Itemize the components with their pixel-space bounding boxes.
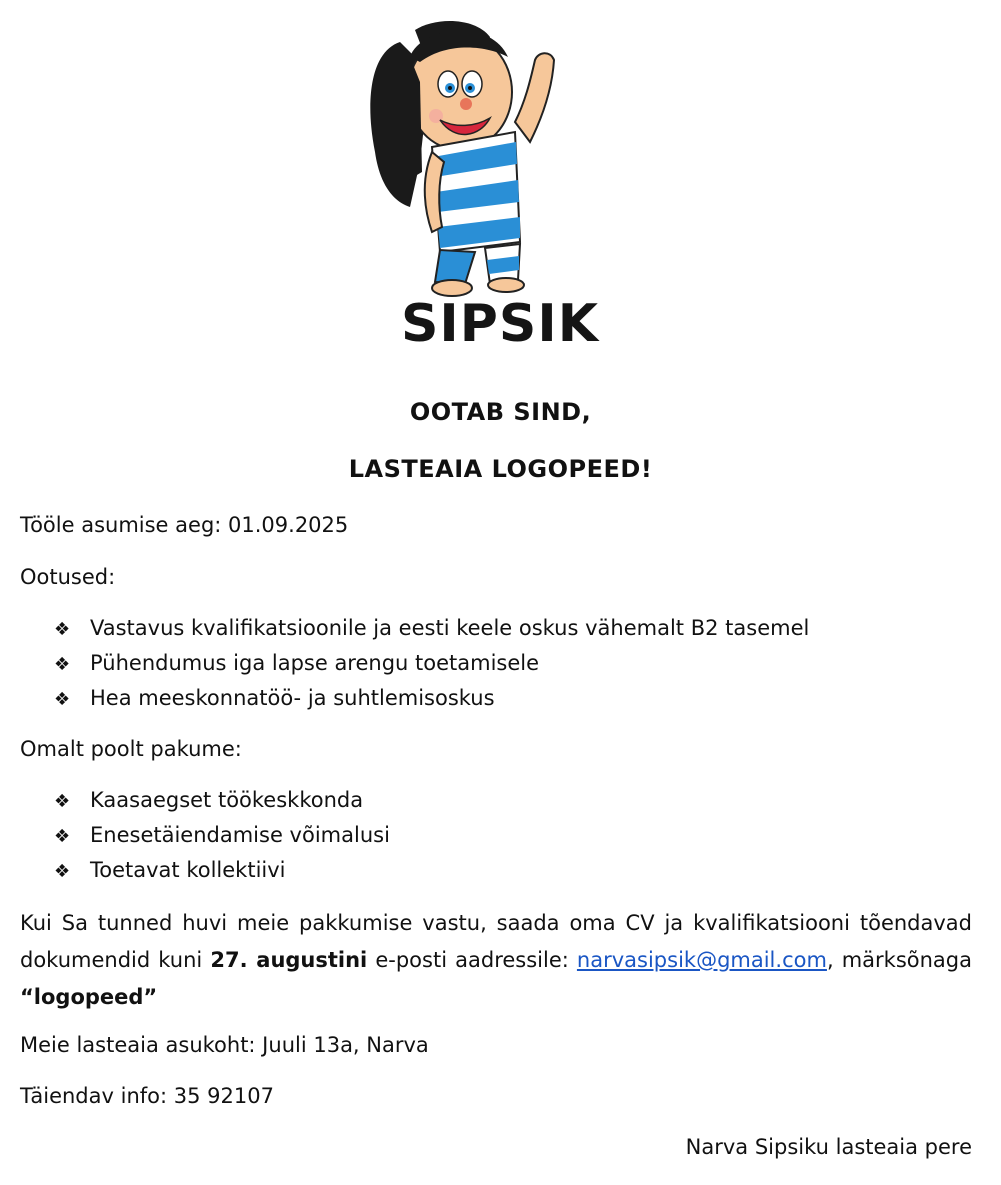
list-item <box>54 786 390 821</box>
signature: Narva Sipsiku lasteaia pere <box>685 1135 972 1159</box>
offers-list <box>54 786 390 891</box>
offers-title: Omalt poolt pakume: <box>20 737 242 761</box>
start-date: Tööle asumise aeg: 01.09.2025 <box>20 513 349 537</box>
heading-ootab-sind: OOTAB SIND, <box>409 398 592 426</box>
list-item <box>54 649 809 684</box>
expectations-title: Ootused: <box>20 565 116 589</box>
keyword: “logopeed” <box>20 985 158 1009</box>
application-text-after: , märksõnaga <box>826 948 972 972</box>
bullet-icon: ❖ <box>54 619 71 640</box>
bullet-icon: ❖ <box>54 791 71 812</box>
contact-info: Täiendav info: 35 92107 <box>20 1084 274 1108</box>
list-item-text: Hea meeskonnatöö- ja suhtlemisoskus <box>90 686 495 710</box>
email-link[interactable]: narvasipsik@gmail.com <box>576 948 827 972</box>
list-item-text: Kaasaegset töökeskkonda <box>90 788 364 812</box>
bullet-icon: ❖ <box>54 689 71 710</box>
list-item <box>54 821 390 856</box>
deadline: 27. augustini <box>210 948 368 972</box>
list-item-text: Toetavat kollektiivi <box>90 858 286 882</box>
list-item <box>54 684 809 719</box>
logo-text: SIPSIK <box>400 294 599 354</box>
application-text-middle: e-posti aadressile: <box>367 948 577 972</box>
bullet-icon: ❖ <box>54 654 71 675</box>
expectations-list <box>54 614 809 719</box>
application-paragraph <box>20 905 972 1016</box>
location: Meie lasteaia asukoht: Juuli 13a, Narva <box>20 1033 429 1057</box>
list-item-text: Pühendumus iga lapse arengu toetamisele <box>90 651 540 675</box>
application-text-before: Kui Sa tunned huvi meie pakkumise vastu, saada oma CV ja kvalifikatsiooni tõendavad dokumendid kuni <box>20 911 972 972</box>
bullet-icon: ❖ <box>54 861 71 882</box>
list-item <box>54 614 809 649</box>
sipsik-logo <box>340 12 660 362</box>
heading-logopeed: LASTEAIA LOGOPEED! <box>348 455 653 483</box>
list-item <box>54 856 390 891</box>
list-item-text: Vastavus kvalifikatsioonile ja eesti keele oskus vähemalt B2 tasemel <box>90 616 810 640</box>
bullet-icon: ❖ <box>54 826 71 847</box>
list-item-text: Enesetäiendamise võimalusi <box>90 823 390 847</box>
